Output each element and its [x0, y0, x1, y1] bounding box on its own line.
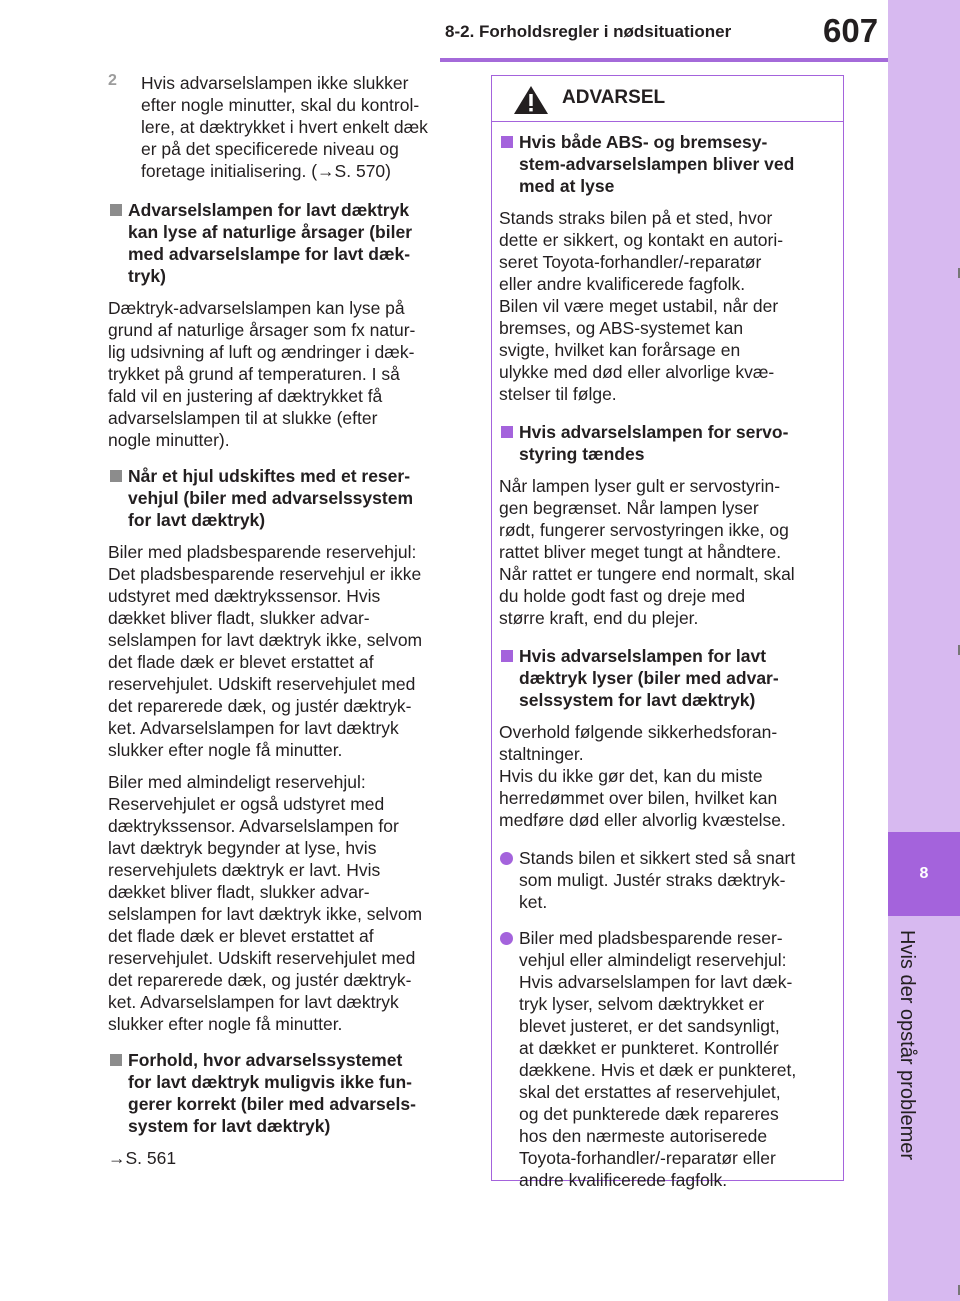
square-bullet-icon — [501, 426, 513, 438]
text-line: staltninger. — [499, 744, 584, 764]
text-line: grund af naturlige årsager som fx natur- — [108, 320, 416, 340]
text-line: Reservehjulet er også udstyret med — [108, 794, 385, 814]
chapter-title: Hvis der opstår problemer — [896, 930, 918, 1161]
text-line: foretage initialisering. (→S. 570) — [141, 161, 391, 181]
text-line: ket. — [519, 892, 548, 912]
text-line: Det pladsbesparende reservehjul er ikke — [108, 564, 422, 584]
warning-body — [492, 122, 843, 1191]
text-line: hos den nærmeste autoriserede — [519, 1126, 768, 1146]
warning-box — [491, 75, 844, 1190]
paragraph — [108, 771, 460, 1035]
text-line: slukker efter nogle få minutter. — [108, 1014, 343, 1034]
text-line: Overhold følgende sikkerhedsforan- — [499, 722, 778, 742]
heading-line: Hvis advarselslampen for lavt — [519, 646, 767, 666]
text-line: dækkene. Hvis et dæk er punkteret, — [519, 1060, 797, 1080]
paragraph — [108, 541, 460, 761]
warning-title: ADVARSEL — [562, 87, 666, 108]
text-line: medføre død eller alvorlig kvæstelse. — [499, 810, 786, 830]
text-line: selslampen for lavt dæktryk ikke, selvom — [108, 904, 423, 924]
text-line: at dækket er punkteret. Kontrollér — [519, 1038, 779, 1058]
step-number: 2 — [108, 72, 117, 89]
text-line: Når rattet er tungere end normalt, skal — [499, 564, 795, 584]
square-bullet-icon — [110, 204, 122, 216]
text-line: Dæktryk-advarselslampen kan lyse på — [108, 298, 405, 318]
text-line: efter nogle minutter, skal du kontrol- — [141, 95, 420, 115]
list-item — [499, 927, 829, 1191]
text-line: selslampen for lavt dæktryk ikke, selvom — [108, 630, 423, 650]
text-line: fald vil en justering af dæktrykket få — [108, 386, 383, 406]
heading-line: selssystem for lavt dæktryk) — [519, 690, 756, 710]
text-line: du holde godt fast og dreje med — [499, 586, 746, 606]
chapter-title-wrap — [892, 930, 922, 1175]
heading-line: stem-advarselslampen bliver ved — [519, 154, 795, 174]
text-line: som muligt. Justér straks dæktryk- — [519, 870, 786, 890]
round-bullet-icon — [500, 852, 513, 865]
heading-line: Forhold, hvor advarselssystemet — [128, 1050, 403, 1070]
heading-line: Hvis advarselslampen for servo- — [519, 422, 789, 442]
warning-header — [492, 76, 843, 122]
text-line: Stands bilen et sikkert sted så snart — [519, 848, 796, 868]
page-reference-link[interactable]: →S. 561 — [108, 1148, 177, 1168]
heading-line: system for lavt dæktryk) — [128, 1116, 331, 1136]
section-heading — [108, 199, 460, 287]
warning-triangle-icon — [513, 85, 549, 120]
text-line: Hvis du ikke gør det, kan du miste — [499, 766, 763, 786]
text-line: eller andre kvalificerede fagfolk. — [499, 274, 746, 294]
text-line: bremses, og ABS-systemet kan — [499, 318, 744, 338]
text-line: gen begrænset. Når lampen lyser — [499, 498, 759, 518]
text-line: er på det specificerede niveau og — [141, 139, 399, 159]
text-line: det flade dæk er blevet erstattet af — [108, 652, 374, 672]
heading-line: gerer korrekt (biler med advarsels- — [128, 1094, 416, 1114]
square-bullet-icon — [501, 136, 513, 148]
square-bullet-icon — [110, 1054, 122, 1066]
text-line: ket. Advarselslampen for lavt dæktryk — [108, 718, 399, 738]
heading-line: Når et hjul udskiftes med et reser- — [128, 466, 411, 486]
text-line: nogle minutter). — [108, 430, 230, 450]
text-line: det reparerede dæk, og justér dæktryk- — [108, 696, 412, 716]
text-line: rattet bliver meget tungt at håndtere. — [499, 542, 782, 562]
heading-line: styring tændes — [519, 444, 645, 464]
paragraph — [108, 297, 460, 451]
square-bullet-icon — [110, 470, 122, 482]
text-line: reservehjulet. Udskift reservehjulet med — [108, 948, 416, 968]
text-line: Når lampen lyser gult er servostyrin- — [499, 476, 781, 496]
text-line: Biler med pladsbesparende reservehjul: — [108, 542, 417, 562]
text-line: rødt, fungerer servostyringen ikke, og — [499, 520, 789, 540]
text-line: andre kvalificerede fagfolk. — [519, 1170, 728, 1190]
heading-line: kan lyse af naturlige årsager (biler — [128, 222, 413, 242]
text-line: og det punkterede dæk repareres — [519, 1104, 779, 1124]
page-reference — [108, 1147, 460, 1169]
heading-line: Hvis både ABS- og bremsesy- — [519, 132, 768, 152]
text-line: større kraft, end du plejer. — [499, 608, 699, 628]
text-line: lere, at dæktrykket i hvert enkelt dæk — [141, 117, 428, 137]
heading-line: med advarselslampe for lavt dæk- — [128, 244, 411, 264]
heading-line: vehjul (biler med advarselssystem — [128, 488, 413, 508]
heading-line: for lavt dæktryk muligvis ikke fun- — [128, 1072, 412, 1092]
text-line: slukker efter nogle få minutter. — [108, 740, 343, 760]
paragraph — [499, 475, 829, 629]
warning-section-heading — [499, 131, 829, 197]
text-line: ulykke med død eller alvorlige kvæ- — [499, 362, 775, 382]
text-line: lavt dæktryk begynder at lyse, hvis — [108, 838, 377, 858]
text-line: Bilen vil være meget ustabil, når der — [499, 296, 779, 316]
text-line: Toyota-forhandler/-reparatør eller — [519, 1148, 776, 1168]
text-line: dækket bliver fladt, slukker advar- — [108, 882, 370, 902]
text-line: dækket bliver fladt, slukker advar- — [108, 608, 370, 628]
section-title: 8-2. Forholdsregler i nødsituationer — [445, 22, 732, 41]
text-line: Biler med pladsbesparende reser- — [519, 928, 783, 948]
heading-line: tryk) — [128, 266, 166, 286]
text-line: dæktrykssensor. Advarselslampen for — [108, 816, 399, 836]
heading-line: Advarselslampen for lavt dæktryk — [128, 200, 410, 220]
round-bullet-icon — [500, 932, 513, 945]
text-line: lig udsivning af luft og ændringer i dæk- — [108, 342, 415, 362]
text-line: Biler med almindeligt reservehjul: — [108, 772, 366, 792]
text-line: reservehjulet. Udskift reservehjulet med — [108, 674, 416, 694]
text-line: Hvis advarselslampen ikke slukker — [141, 73, 409, 93]
text-line: skal det erstattes af reservehjulet, — [519, 1082, 781, 1102]
text-line: advarselslampen til at slukke (efter — [108, 408, 378, 428]
text-line: ket. Advarselslampen for lavt dæktryk — [108, 992, 399, 1012]
text-line: stelser til følge. — [499, 384, 617, 404]
text-line: herredømmet over bilen, hvilket kan — [499, 788, 778, 808]
text-line: det reparerede dæk, og justér dæktryk- — [108, 970, 412, 990]
text-line: Hvis advarselslampen for lavt dæk- — [519, 972, 793, 992]
header-divider — [440, 58, 888, 62]
heading-line: for lavt dæktryk) — [128, 510, 266, 530]
text-line: Stands straks bilen på et sted, hvor — [499, 208, 773, 228]
warning-section-heading — [499, 421, 829, 465]
text-line: reservehjulets dæktryk er lavt. Hvis — [108, 860, 381, 880]
left-column — [108, 72, 460, 1179]
text-line: trykket på grund af temperaturen. I så — [108, 364, 400, 384]
text-line: seret Toyota-forhandler/-reparatør — [499, 252, 762, 272]
page-number: 607 — [823, 12, 879, 49]
paragraph — [499, 721, 829, 831]
text-line: svigte, hvilket kan forårsage en — [499, 340, 741, 360]
paragraph — [499, 207, 829, 405]
chapter-number-tab[interactable]: 8 — [888, 832, 960, 916]
text-line: udstyret med dæktrykssensor. Hvis — [108, 586, 381, 606]
text-line: det flade dæk er blevet erstattet af — [108, 926, 374, 946]
warning-section-heading — [499, 645, 829, 711]
list-item — [499, 847, 829, 913]
heading-line: dæktryk lyser (biler med advar- — [519, 668, 779, 688]
numbered-step — [108, 72, 460, 182]
square-bullet-icon — [501, 650, 513, 662]
text-line: dette er sikkert, og kontakt en autori- — [499, 230, 784, 250]
section-heading — [108, 465, 460, 531]
text-line: vehjul eller almindeligt reservehjul: — [519, 950, 787, 970]
text-line: tryk lyser, selvom dæktrykket er — [519, 994, 765, 1014]
heading-line: med at lyse — [519, 176, 615, 196]
section-heading — [108, 1049, 460, 1137]
text-line: blevet justeret, er det sandsynligt, — [519, 1016, 780, 1036]
